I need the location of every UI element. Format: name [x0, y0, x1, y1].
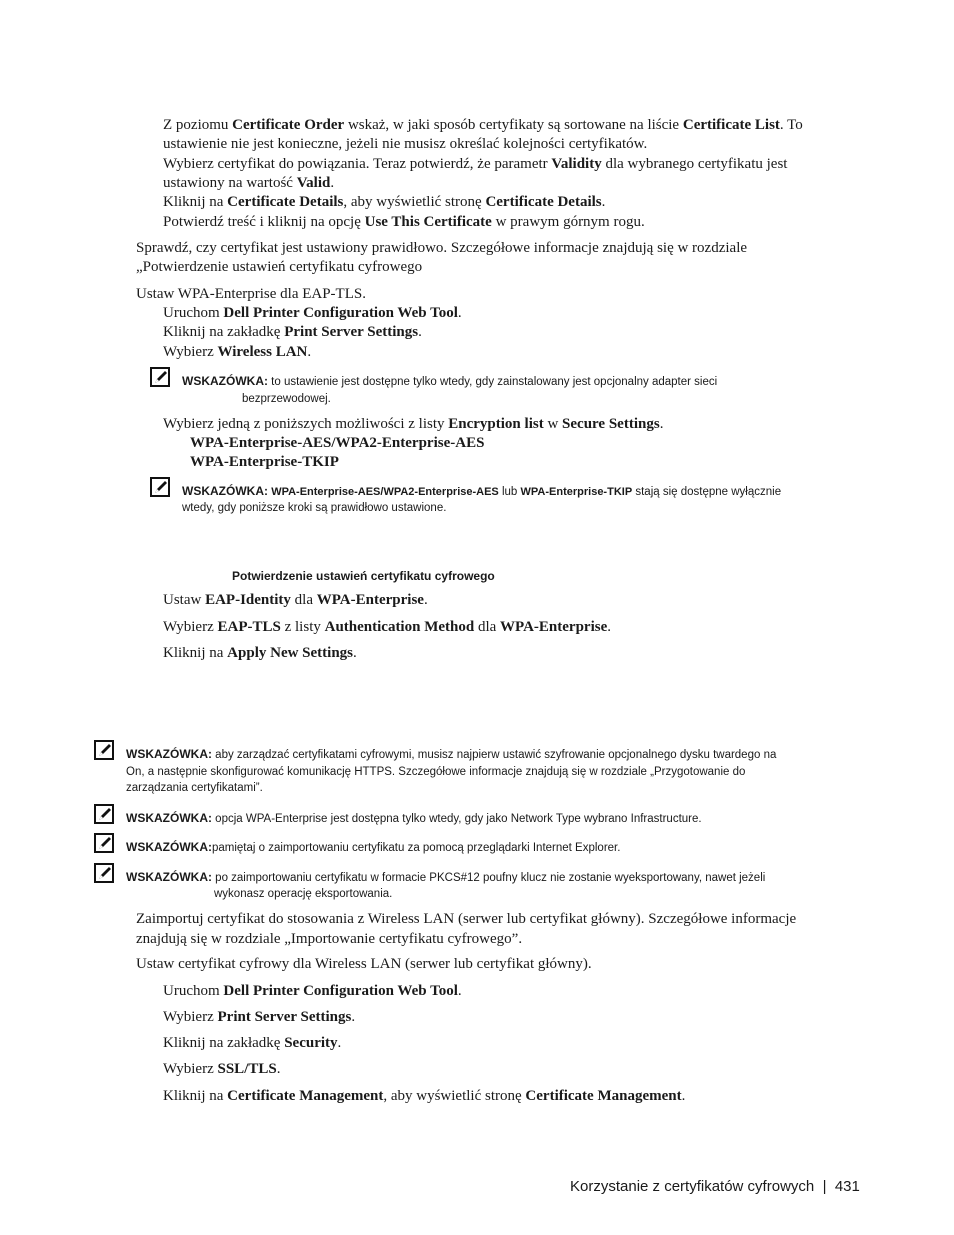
note-pkcs12-cont: wykonasz operację eksportowania.: [214, 888, 393, 900]
note-wpa-availability-cont: wtedy, gdy poniższe kroki są prawidłowo ustawione.: [182, 502, 447, 514]
note-network-type: WSKAZÓWKA: opcja WPA-Enterprise jest dostępna tylko wtedy, gdy jako Network Type wybrano Infrastructure.: [126, 811, 702, 825]
step-eap-identity: Ustaw EAP-Identity dla WPA-Enterprise.: [163, 592, 428, 608]
note-hdd-encryption: WSKAZÓWKA: aby zarządzać certyfikatami cyfrowymi, musisz najpierw ustawić szyfrowanie opcjonalnego dysku twardego na: [126, 747, 777, 761]
step-verify-certificate: Sprawdź, czy certyfikat jest ustawiony prawidłowo. Szczegółowe informacje znajdują się w rozdziale: [136, 240, 748, 256]
page-footer: [570, 1177, 860, 1196]
substep-print-server-tab: Kliknij na zakładkę Print Server Settings.: [163, 324, 422, 340]
footer-title: Korzystanie z certyfikatów cyfrowych: [570, 1178, 815, 1195]
step-encryption-list: Wybierz jedną z poniższych możliwości z listy Encryption list w Secure Settings.: [163, 416, 664, 432]
footer-separator: |: [822, 1178, 827, 1195]
substep-certificate-management: Kliknij na Certificate Management, aby wyświetlić stronę Certificate Management.: [163, 1088, 686, 1104]
note-hdd-encryption-cont: On, a następnie skonfigurować komunikację HTTPS. Szczegółowe informacje znajdują się w rozdziale „Przygotowanie do: [126, 766, 746, 778]
note-pencil-icon: [94, 833, 114, 853]
step-apply-settings: Kliknij na Apply New Settings.: [163, 645, 357, 661]
note-internet-explorer: WSKAZÓWKA:pamiętaj o zaimportowaniu certyfikatu za pomocą przeglądarki Internet Explorer.: [126, 840, 621, 854]
step-certificate-order: Z poziomu Certificate Order wskaż, w jaki sposób certyfikaty są sortowane na liście Certificate List. To: [163, 117, 803, 133]
step-import-certificate: Zaimportuj certyfikat do stosowania z Wireless LAN (serwer lub certyfikat główny). Szczegółowe informacje: [136, 911, 797, 927]
substep-launch-tool-2: Uruchom Dell Printer Configuration Web Tool.: [163, 983, 462, 999]
note-hdd-encryption-cont2: zarządzania certyfikatami”.: [126, 782, 263, 794]
step-verify-certificate-cont: „Potwierdzenie ustawień certyfikatu cyfrowego: [136, 259, 423, 275]
step-import-certificate-cont: znajdują się w rozdziale „Importowanie certyfikatu cyfrowego”.: [136, 931, 523, 947]
note-pencil-icon: [94, 740, 114, 760]
note-wireless-adapter-cont: bezprzewodowej.: [242, 393, 331, 405]
substep-launch-tool: Uruchom Dell Printer Configuration Web Tool.: [163, 305, 462, 321]
option-wpa-tkip: WPA-Enterprise-TKIP: [190, 454, 339, 470]
note-pencil-icon: [94, 863, 114, 883]
step-certificate-details: Kliknij na Certificate Details, aby wyświetlić stronę Certificate Details.: [163, 194, 606, 210]
substep-security-tab: Kliknij na zakładkę Security.: [163, 1035, 342, 1051]
note-pkcs12: WSKAZÓWKA: po zaimportowaniu certyfikatu w formacie PKCS#12 poufny klucz nie zostanie wyeksportowany, nawet jeżeli: [126, 870, 766, 884]
step-certificate-order-cont: ustawienie nie jest konieczne, jeżeli nie musisz określać kolejności certyfikatów.: [163, 136, 648, 152]
substep-ssl-tls: Wybierz SSL/TLS.: [163, 1061, 281, 1077]
substep-wireless-lan: Wybierz Wireless LAN.: [163, 344, 312, 360]
subheading-verify-certificate: Potwierdzenie ustawień certyfikatu cyfrowego: [232, 569, 495, 583]
step-eap-tls: Wybierz EAP-TLS z listy Authentication Method dla WPA-Enterprise.: [163, 619, 611, 635]
note-pencil-icon: [150, 367, 170, 387]
step-use-this-certificate: Potwierdź treść i kliknij na opcję Use This Certificate w prawym górnym rogu.: [163, 214, 645, 230]
substep-print-server-settings: Wybierz Print Server Settings.: [163, 1009, 356, 1025]
note-pencil-icon: [150, 477, 170, 497]
page-number: 431: [834, 1178, 860, 1195]
step-select-certificate-cont: ustawiony na wartość Valid.: [163, 175, 335, 191]
note-pencil-icon: [94, 804, 114, 824]
step-set-digital-certificate: Ustaw certyfikat cyfrowy dla Wireless LAN (serwer lub certyfikat główny).: [136, 956, 592, 972]
step-set-wpa-enterprise: Ustaw WPA-Enterprise dla EAP-TLS.: [136, 286, 366, 302]
option-wpa-aes: WPA-Enterprise-AES/WPA2-Enterprise-AES: [190, 435, 485, 451]
note-wireless-adapter: WSKAZÓWKA: to ustawienie jest dostępne tylko wtedy, gdy zainstalowany jest opcjonalny adapter sieci: [182, 374, 718, 388]
note-wpa-availability: WSKAZÓWKA: WPA-Enterprise-AES/WPA2-Enterprise-AES lub WPA-Enterprise-TKIP stają się dostępne wyłącznie: [182, 484, 782, 498]
step-select-certificate: Wybierz certyfikat do powiązania. Teraz potwierdź, że parametr Validity dla wybranego certyfikatu jest: [163, 156, 788, 172]
